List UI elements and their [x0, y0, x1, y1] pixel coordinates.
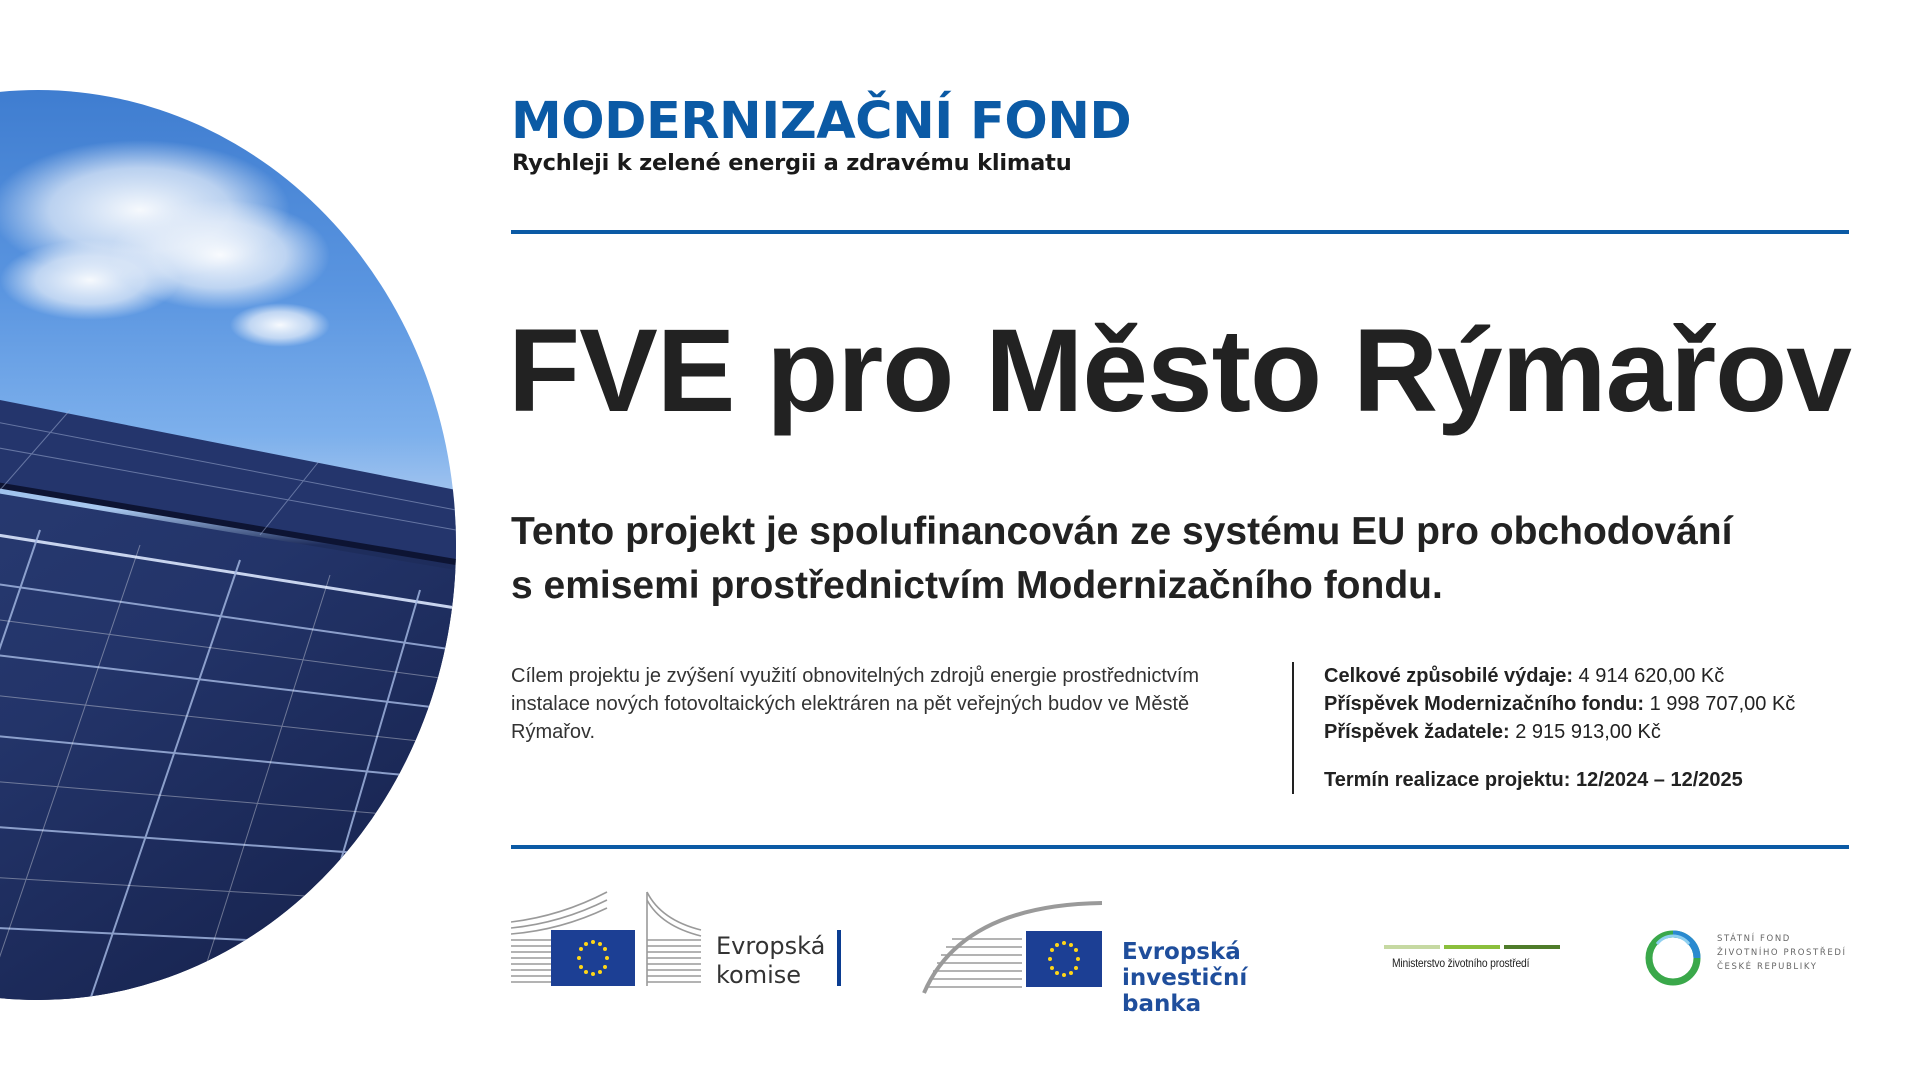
- mzp-stripes: [1384, 945, 1560, 949]
- ec-label-line-2: komise: [716, 961, 802, 989]
- mzp-stripe-mid: [1444, 945, 1500, 949]
- solar-panels-illustration: [0, 90, 456, 1000]
- sfzp-label-line-3: ČESKÉ REPUBLIKY: [1717, 962, 1818, 972]
- ec-label-line-1: Evropská: [716, 932, 826, 960]
- sfzp-label-line-2: ŽIVOTNÍHO PROSTŘEDÍ: [1717, 948, 1847, 958]
- project-term-label: Termín realizace projektu:: [1324, 769, 1571, 791]
- facts-divider: [1292, 662, 1294, 794]
- eib-arch-icon: [922, 895, 1122, 995]
- cofinancing-line-1: Tento projekt je spolufinancován ze systému EU pro obchodování: [511, 510, 1733, 553]
- solar-panels-photo: [0, 90, 456, 1000]
- cofinancing-line-2: s emisemi prostřednictvím Modernizačního fondu.: [511, 564, 1443, 607]
- eligible-costs-value: 4 914 620,00 Kč: [1578, 665, 1725, 687]
- mzp-stripe-light: [1384, 945, 1440, 949]
- fund-name: MODERNIZAČNÍ FOND: [511, 92, 1132, 151]
- eib-label-line-1: Evropská: [1122, 939, 1241, 965]
- project-term-value: 12/2024 – 12/2025: [1575, 769, 1743, 791]
- fund-tagline: Rychleji k zelené energii a zdravému klimatu: [512, 150, 1072, 176]
- mzp-stripe-dark: [1504, 945, 1560, 949]
- fund-contribution-value: 1 998 707,00 Kč: [1649, 693, 1796, 715]
- applicant-contribution-value: 2 915 913,00 Kč: [1515, 721, 1661, 743]
- ministry-environment-logo: [1384, 945, 1560, 975]
- european-investment-bank-logo: [922, 895, 1302, 1017]
- sfzp-label-line-1: STÁTNÍ FOND: [1717, 934, 1791, 944]
- eib-label-line-2: investiční banka: [1122, 965, 1248, 1017]
- ec-label: [716, 932, 825, 990]
- project-term-row: [1324, 766, 1795, 794]
- project-description: Cílem projektu je zvýšení využití obnovitelných zdrojů energie prostřednictvím instalace nových fotovoltaických elektráren na pět veřejných budov ve Městě Rýmařov.: [511, 665, 1200, 743]
- bottom-divider: [511, 845, 1849, 849]
- fund-contribution-row: [1324, 690, 1795, 718]
- sfzp-label: [1717, 932, 1847, 974]
- eib-label: [1122, 939, 1302, 1017]
- mzp-label: Ministerstvo životního prostředí: [1392, 956, 1530, 970]
- applicant-contribution-row: [1324, 718, 1795, 746]
- eligible-costs-label: Celkové způsobilé výdaje:: [1324, 665, 1573, 687]
- cofinancing-statement: [511, 505, 1771, 613]
- applicant-contribution-label: Příspěvek žadatele:: [1324, 721, 1510, 743]
- state-environmental-fund-logo: [1643, 928, 1853, 990]
- eligible-costs-row: [1324, 662, 1795, 690]
- ec-building-icon: [511, 890, 711, 990]
- european-commission-logo: [511, 890, 846, 990]
- ec-divider: [837, 930, 841, 986]
- top-divider: [511, 230, 1849, 234]
- fund-contribution-label: Příspěvek Modernizačního fondu:: [1324, 693, 1645, 715]
- project-facts: [1324, 662, 1795, 794]
- project-title: FVE pro Město Rýmařov: [508, 305, 1851, 437]
- sfzp-ring-icon: [1643, 928, 1703, 988]
